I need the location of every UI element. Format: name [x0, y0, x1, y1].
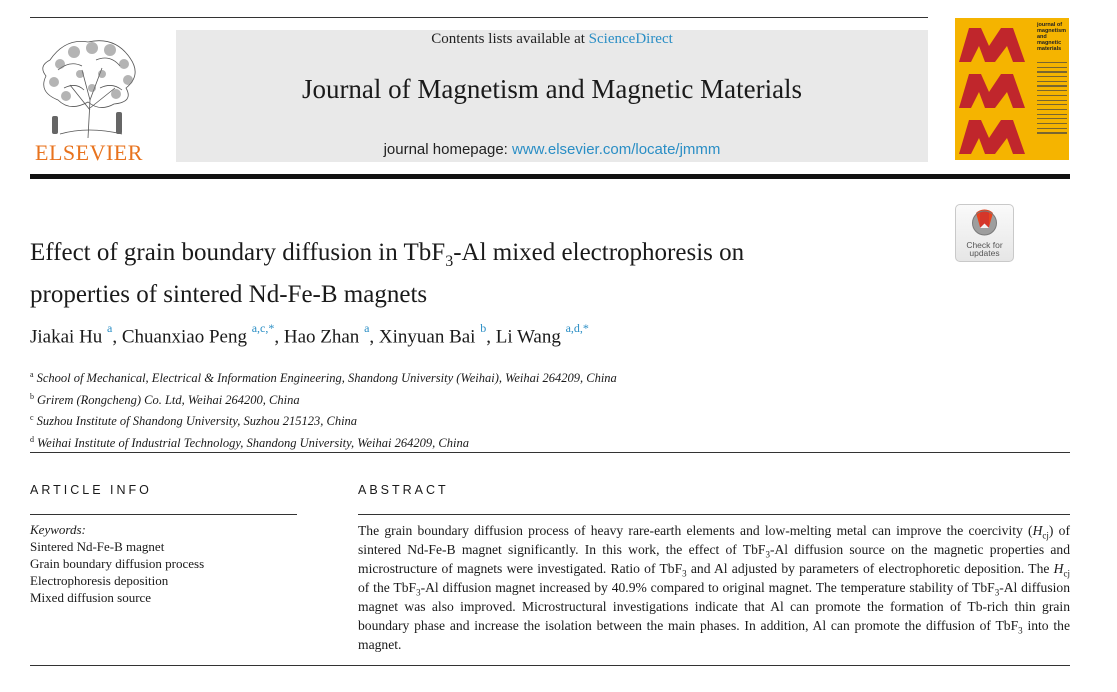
keyword-item: Electrophoresis deposition — [30, 573, 169, 588]
cover-title-line: magnetism — [1037, 28, 1067, 34]
title-text: Effect of grain boundary diffusion in TbF — [30, 239, 446, 266]
affiliation-text: School of Mechanical, Electrical & Information Engineering, Shandong University (Weihai), Weihai 264209, China — [36, 371, 617, 386]
cover-fine-print — [1037, 62, 1067, 137]
author-separator: , — [486, 326, 496, 348]
abstract-subscript: 3 — [765, 549, 770, 560]
keyword-item: Mixed diffusion source — [30, 590, 152, 605]
cover-title-line: journal of — [1037, 22, 1063, 28]
elsevier-wordmark[interactable]: ELSEVIER — [35, 140, 143, 165]
abstract-text: -Al diffusion source on the magnetic properties and microstructure of magnets were investigated. Ratio of TbF — [358, 542, 1070, 576]
abstract-subscript: 3 — [682, 568, 687, 579]
author-name[interactable]: Li Wang — [495, 326, 561, 348]
author-list — [30, 321, 930, 348]
mmm-cover-mark — [955, 18, 1037, 160]
crossmark-label-line: Check for — [966, 240, 1003, 250]
author-affiliation-mark[interactable]: a,d,* — [565, 321, 589, 335]
author-name[interactable]: Chuanxiao Peng — [121, 326, 247, 348]
homepage-prefix: journal homepage: — [383, 141, 513, 158]
keyword-item: Sintered Nd-Fe-B magnet — [30, 539, 165, 554]
section-divider — [30, 452, 1070, 453]
crossmark-label-line: updates — [969, 248, 1000, 258]
crossmark-icon — [956, 205, 1013, 241]
crossmark-label — [956, 241, 1013, 257]
abstract-text: -Al diffusion magnet was also improved. Microstructural investigations indicate that Al can promote the formation of Tb-rich thin grain boundary phase and increase the isolation between the main phases. In addition, Al can promote the diffusion of TbF — [358, 580, 1070, 633]
abstract-body — [358, 521, 1070, 654]
abstract-text: ) of sintered Nd-Fe-B magnet significantly. In this work, the effect of TbF — [358, 523, 1071, 557]
abstract-symbol: H — [1053, 561, 1064, 576]
abstract-subscript: cj — [1042, 530, 1049, 541]
affiliation-mark: d — [30, 434, 34, 444]
affiliation-text: Grirem (Rongcheng) Co. Ltd, Weihai 264200, China — [37, 392, 300, 407]
article-info-heading: ARTICLE INFO — [30, 483, 152, 497]
affiliation-text: Weihai Institute of Industrial Technology, Shandong University, Weihai 264209, China — [37, 436, 469, 451]
keywords-label: Keywords: — [30, 522, 86, 537]
affiliation-mark: b — [30, 391, 34, 401]
journal-homepage-link[interactable]: www.elsevier.com/locate/jmmm — [512, 141, 721, 158]
author-affiliation-mark[interactable]: a — [364, 321, 370, 335]
abstract-subscript: 3 — [994, 587, 1000, 598]
affiliation-mark: a — [30, 370, 34, 379]
header-top-rule — [30, 17, 928, 18]
affiliation-mark: c — [30, 413, 34, 423]
abstract-rule — [358, 514, 1070, 515]
author-affiliation-mark[interactable]: a,c,* — [251, 321, 275, 335]
cover-title-line: and — [1037, 34, 1047, 40]
homepage-line — [176, 141, 928, 158]
abstract-heading: ABSTRACT — [358, 483, 449, 497]
article-info-rule — [30, 514, 297, 515]
affiliation-item — [30, 366, 930, 388]
abstract-subscript: cj — [1063, 568, 1070, 579]
check-for-updates-button[interactable] — [955, 204, 1014, 262]
affiliation-item — [30, 431, 930, 453]
abstract-text: into the magnet. — [358, 618, 1070, 652]
cover-title-line: magnetic — [1037, 40, 1062, 46]
cover-title-line: materials — [1037, 46, 1062, 52]
keyword-item: Grain boundary diffusion process — [30, 556, 205, 571]
affiliation-item — [30, 409, 930, 431]
abstract-text: and Al adjusted by parameters of electrophoretic deposition. The — [686, 561, 1054, 576]
author-affiliation-mark[interactable]: b — [480, 321, 487, 335]
abstract-text: The grain boundary diffusion process of heavy rare-earth elements and low-melting metal can improve the coercivity ( — [358, 523, 1033, 538]
keywords-block — [30, 521, 297, 606]
contents-line — [176, 31, 928, 48]
journal-title[interactable]: Journal of Magnetism and Magnetic Materials — [301, 74, 803, 104]
author-name[interactable]: Hao Zhan — [283, 326, 360, 348]
author-name[interactable]: Jiakai Hu — [30, 326, 103, 348]
cover-title — [1037, 22, 1067, 52]
title-subscript: 3 — [445, 253, 454, 270]
sciencedirect-link[interactable]: ScienceDirect — [588, 31, 673, 47]
author-separator: , — [274, 326, 284, 348]
affiliation-text: Suzhou Institute of Shandong University, Suzhou 215123, China — [36, 414, 358, 429]
author-separator: , — [112, 326, 122, 348]
header-bottom-rule — [30, 174, 1070, 179]
abstract-subscript: 3 — [1018, 625, 1023, 636]
abstract-text: of the TbF — [358, 580, 417, 595]
author-name[interactable]: Xinyuan Bai — [378, 326, 476, 348]
article-title — [30, 236, 930, 311]
abstract-bottom-rule — [30, 665, 1070, 666]
abstract-symbol: H — [1032, 523, 1043, 538]
title-text: properties of sintered Nd-Fe-B magnets — [30, 281, 428, 308]
abstract-text: -Al diffusion magnet increased by 40.9% compared to original magnet. The temperature stability of TbF — [420, 580, 995, 595]
journal-cover-thumbnail[interactable] — [955, 18, 1069, 160]
affiliation-item — [30, 388, 930, 410]
abstract-subscript: 3 — [416, 587, 421, 598]
author-affiliation-mark[interactable]: a — [107, 321, 113, 335]
author-separator: , — [369, 326, 379, 348]
contents-prefix: Contents lists available at — [431, 31, 589, 47]
title-text: -Al mixed electrophoresis on — [453, 239, 745, 266]
affiliation-list — [30, 366, 930, 453]
